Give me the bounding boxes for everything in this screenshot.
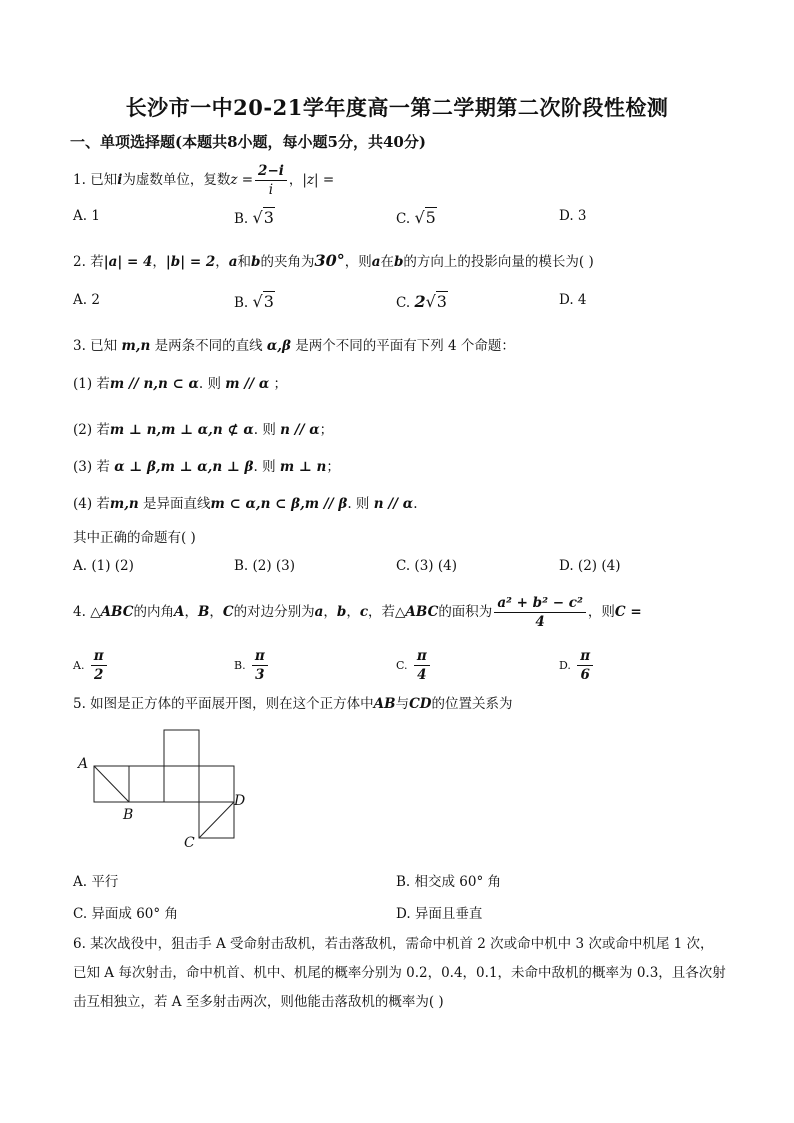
q4-option-a: A. $\frac{\pi}{2}$ — [73, 647, 109, 684]
fraction: $\frac{\pi}{3}$ — [252, 647, 268, 684]
fraction: $\frac{\pi}{4}$ — [414, 647, 430, 684]
label-d: D — [234, 793, 246, 809]
q1-option-c — [396, 208, 437, 227]
question-6-line-1: 6. 某次战役中，狙击手 A 受命射击敌机，若击落敌机，需命中机首 2 次或命中机中 3 次或命中机尾 1 次， — [73, 936, 714, 952]
q4-option-c: C. $\frac{\pi}{4}$ — [396, 647, 432, 684]
radicand: 3 — [263, 208, 274, 227]
math-mn: m,n — [109, 496, 139, 512]
question-text: 和 — [237, 254, 251, 270]
question-1 — [73, 162, 334, 199]
question-number: 1. — [73, 172, 86, 188]
math-condition: m ⊥ n,m ⊥ α,n ⊄ α — [109, 422, 254, 438]
radicand: 3 — [263, 292, 274, 311]
option-label: C. — [396, 211, 411, 227]
q5-option-b: B. 相交成 60° 角 — [396, 874, 502, 890]
segment-ab: AB — [373, 696, 396, 712]
math-conclusion: m ⊥ n — [279, 459, 327, 475]
fraction: $\frac{\pi}{6}$ — [577, 647, 593, 684]
net-square — [164, 730, 199, 766]
math-abs-z: |z| = — [302, 172, 335, 188]
triangle-abc: △ABC — [90, 604, 134, 620]
sqrt-expression: √3 — [425, 292, 447, 311]
q4-option-b: B. $\frac{\pi}{3}$ — [234, 647, 270, 684]
q2-option-b — [234, 292, 275, 311]
sqrt-expression: √5 — [414, 208, 436, 227]
vector-b: b — [251, 254, 261, 270]
fraction-denominator: 4 — [535, 614, 545, 630]
question-5: 5. 如图是正方体的平面展开图，则在这个正方体中AB与CD的位置关系为 — [73, 696, 513, 712]
fraction: $\frac{\pi}{2}$ — [91, 647, 107, 684]
question-number: 4. — [73, 604, 86, 620]
question-text: 的方向上的投影向量的模长为( ) — [403, 254, 594, 270]
proposition-4: (4) 若m,n 是异面直线m ⊂ α,n ⊂ β,m // β. 则 n // α. — [73, 496, 418, 512]
segment-cd-line — [199, 802, 234, 838]
math-condition: m ⊂ α,n ⊂ β,m // β — [210, 496, 348, 512]
question-text: 为虚数单位，复数 — [122, 172, 231, 188]
sqrt-expression: √3 — [252, 208, 274, 227]
question-2 — [73, 250, 594, 270]
triangle-abc: △ABC — [395, 604, 439, 620]
question-text: 3. 已知 — [73, 338, 118, 354]
math-angle: 30° — [314, 251, 345, 270]
label-a: A — [78, 756, 89, 772]
option-label: B. — [234, 211, 249, 227]
q3-option-a: A. (1) (2) — [73, 558, 134, 574]
math-c-eq: C = — [614, 604, 642, 620]
math-alpha-beta: α,β — [266, 338, 291, 354]
question-3-ask: 其中正确的命题有( ) — [73, 530, 196, 546]
option-label: B. — [234, 295, 249, 311]
net-square — [164, 766, 199, 802]
proposition-2: (2) 若m ⊥ n,m ⊥ α,n ⊄ α. 则 n // α； — [73, 422, 334, 438]
fraction-numerator: a² + b² − c² — [494, 594, 586, 613]
coefficient: 2 — [414, 292, 426, 311]
question-text: 已知 — [90, 172, 118, 188]
math-mn: m,n — [121, 338, 151, 354]
vector-a: a — [371, 254, 381, 270]
section-heading-single-choice: 一、单项选择题(本题共8小题，每小题5分，共40分) — [70, 133, 426, 151]
q3-option-c: C. (3) (4) — [396, 558, 457, 574]
math-condition: m // n,n ⊂ α — [109, 376, 199, 392]
q1-option-b — [234, 208, 275, 227]
question-3 — [73, 334, 515, 354]
question-6-line-2: 已知 A 每次射击，命中机首、机中、机尾的概率分别为 0.2，0.4，0.1，未命中敌机的概率为 0.3，且各次射 — [73, 965, 726, 981]
segment-ab-line — [94, 766, 129, 802]
question-text: 的夹角为 — [260, 254, 315, 270]
radicand: 3 — [436, 292, 447, 311]
fraction-denominator: i — [268, 182, 274, 198]
punctuation: ， — [215, 254, 229, 270]
area-fraction — [494, 594, 586, 631]
q5-option-c: C. 异面成 60° 角 — [73, 906, 178, 922]
fraction-numerator: 2−i — [255, 162, 287, 181]
q2-option-c — [396, 292, 448, 311]
net-square — [129, 766, 164, 802]
math-conclusion: m // α — [225, 376, 270, 392]
q1-option-a: A. 1 — [73, 208, 100, 224]
question-text: 若 — [90, 254, 104, 270]
question-6-line-3: 击互相独立，若 A 至多射击两次，则他能击落敌机的概率为( ) — [73, 994, 444, 1010]
math-condition: α ⊥ β,m ⊥ α,n ⊥ β — [114, 459, 254, 475]
page-title: 长沙市一中20-21学年度高一第二学期第二次阶段性检测 — [125, 95, 669, 120]
math-z-eq: z = — [230, 172, 254, 188]
q5-option-d: D. 异面且垂直 — [396, 906, 483, 922]
math-i: i — [117, 172, 123, 188]
q2-option-d: D. 4 — [559, 292, 587, 308]
option-label: C. — [396, 295, 411, 311]
question-text: 是两个不同的平面有下列 4 个命题： — [295, 338, 515, 354]
q3-option-d: D. (2) (4) — [559, 558, 621, 574]
proposition-3: (3) 若 α ⊥ β,m ⊥ α,n ⊥ β. 则 m ⊥ n； — [73, 459, 340, 475]
proposition-1: (1) 若m // n,n ⊂ α. 则 m // α ； — [73, 376, 288, 392]
question-text: 在 — [380, 254, 394, 270]
math-abs-a: |a| = 4 — [103, 254, 153, 270]
vector-b: b — [393, 254, 404, 270]
punctuation: ， — [288, 172, 303, 188]
fraction — [255, 162, 287, 199]
math-conclusion: n // α — [373, 496, 414, 512]
q5-option-a: A. 平行 — [73, 874, 119, 890]
question-text: ，则 — [344, 254, 372, 270]
q2-option-a: A. 2 — [73, 292, 100, 308]
q1-option-d: D. 3 — [559, 208, 587, 224]
math-conclusion: n // α — [280, 422, 320, 438]
net-square — [199, 766, 234, 802]
question-4: 4. △ABC的内角A，B，C的对边分别为a，b，c，若△ABC的面积为 $\frac{\text{a² + b² − c²}}{4}$ ，则C = — [73, 595, 642, 630]
radicand: 5 — [425, 208, 436, 227]
math-abs-b: |b| = 2 — [165, 254, 216, 270]
label-c: C — [184, 835, 195, 851]
vector-a: a — [228, 254, 238, 270]
punctuation: ， — [152, 254, 166, 270]
q3-option-b: B. (2) (3) — [234, 558, 296, 574]
question-number: 2. — [73, 254, 86, 270]
cube-net-diagram — [70, 720, 260, 855]
sqrt-expression: √3 — [252, 292, 274, 311]
segment-cd: CD — [409, 696, 432, 712]
q4-option-d: D. $\frac{\pi}{6}$ — [559, 647, 595, 684]
question-text: 是两条不同的直线 — [154, 338, 263, 354]
label-b: B — [123, 807, 134, 823]
